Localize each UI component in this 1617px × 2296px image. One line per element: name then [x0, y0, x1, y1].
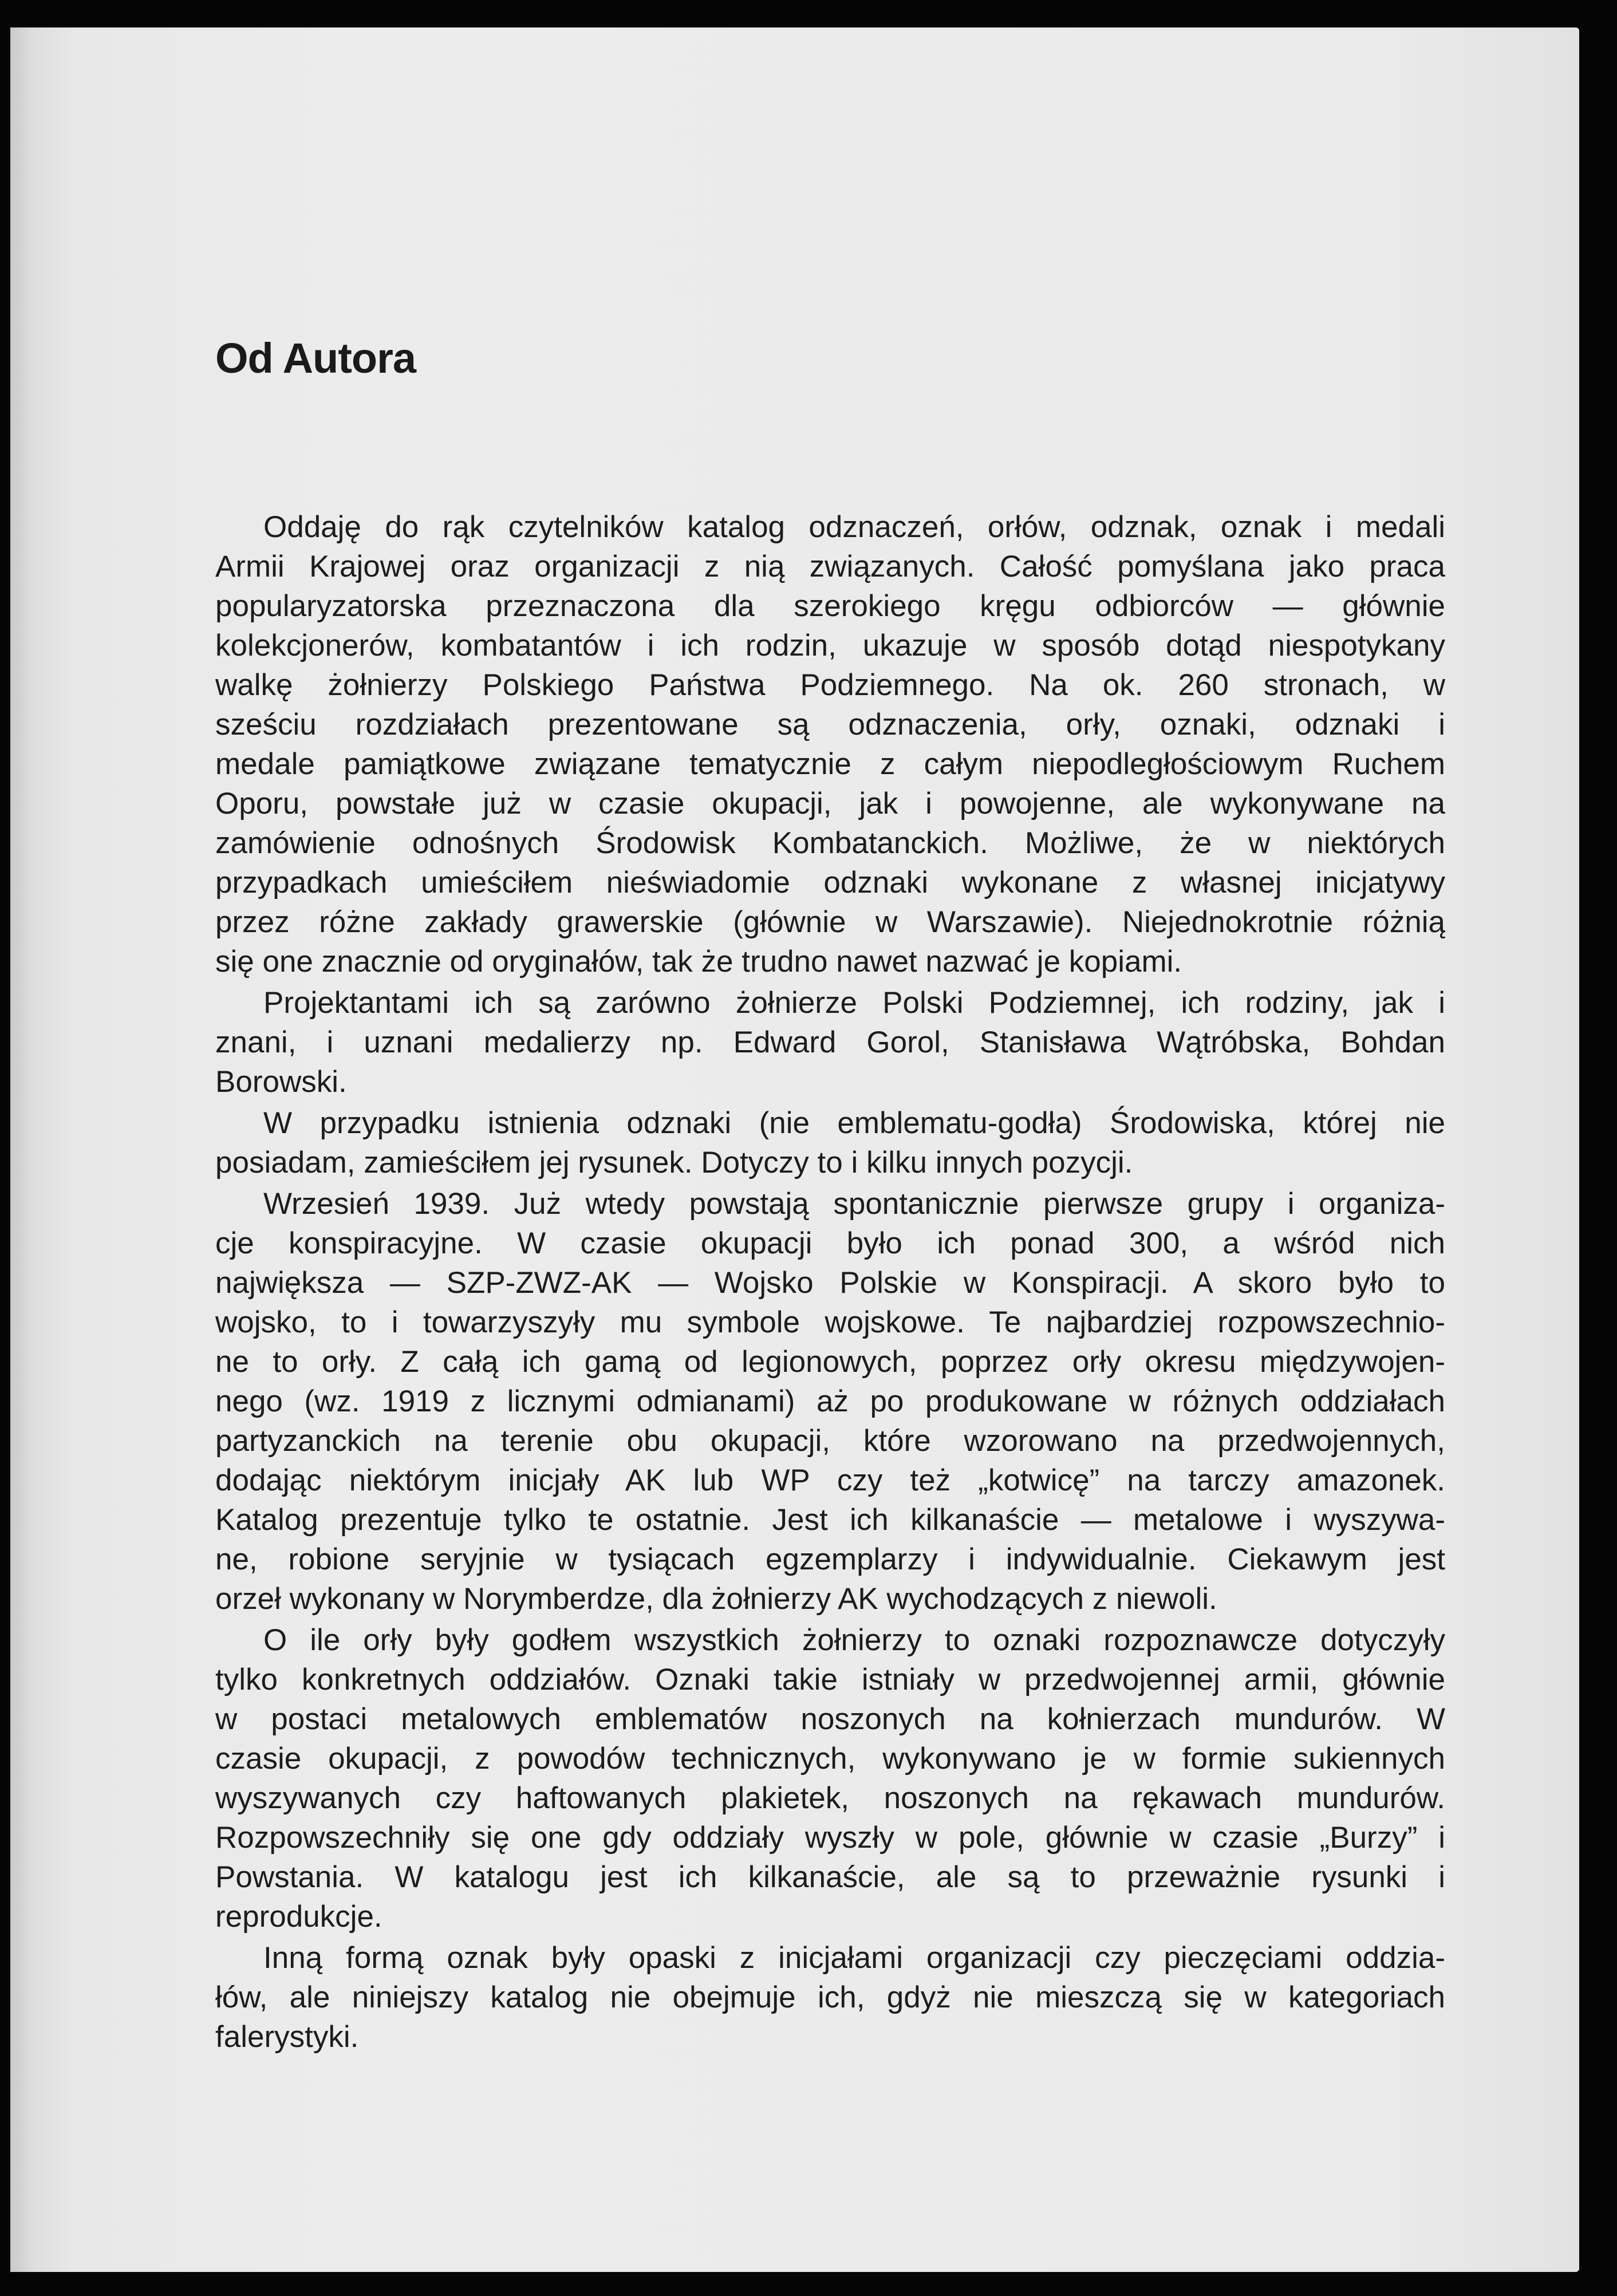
- text-line: Projektantami ich są zarówno żołnierze Polski Podziemnej, ich rodziny, jak i: [263, 986, 1445, 1020]
- text-line: Powstania. W katalogu jest ich kilkanaście, ale są to przeważnie rysunki i: [215, 1860, 1445, 1894]
- chapter-title: Od Autora: [215, 334, 416, 382]
- text-line: przez różne zakłady grawerskie (głównie w Warszawie). Niejednokrotnie różnią: [215, 905, 1445, 939]
- text-line: Borowski.: [215, 1065, 347, 1099]
- text-line: znani, i uznani medalierzy np. Edward Gorol, Stanisława Wątróbska, Bohdan: [215, 1025, 1445, 1059]
- text-line: Wrzesień 1939. Już wtedy powstają spontanicznie pierwsze grupy i organiza-: [263, 1187, 1445, 1221]
- text-line: ne, robione seryjnie w tysiącach egzemplarzy i indywidualnie. Ciekawym jest: [215, 1542, 1445, 1576]
- text-line: tylko konkretnych oddziałów. Oznaki takie istniały w przedwojennej armii, głównie: [215, 1663, 1445, 1697]
- text-line: w postaci metalowych emblematów noszonych na kołnierzach mundurów. W: [215, 1702, 1445, 1736]
- text-line: sześciu rozdziałach prezentowane są odznaczenia, orły, oznaki, odznaki i: [215, 708, 1445, 741]
- text-line: O ile orły były godłem wszystkich żołnierzy to oznaki rozpoznawcze dotyczyły: [263, 1623, 1445, 1657]
- text-line: posiadam, zamieściłem jej rysunek. Dotyczy to i kilku innych pozycji.: [215, 1146, 1133, 1179]
- text-line: zamówienie odnośnych Środowisk Kombatanckich. Możliwe, że w niektórych: [215, 826, 1445, 860]
- text-line: cje konspiracyjne. W czasie okupacji było ich ponad 300, a wśród nich: [215, 1226, 1445, 1260]
- body-text: [215, 507, 1445, 2058]
- text-line: ne to orły. Z całą ich gamą od legionowych, poprzez orły okresu międzywojen-: [215, 1345, 1445, 1379]
- text-line: przypadkach umieściłem nieświadomie odznaki wykonane z własnej inicjatywy: [215, 866, 1445, 900]
- text-line: walkę żołnierzy Polskiego Państwa Podziemnego. Na ok. 260 stronach, w: [215, 668, 1445, 702]
- text-line: reprodukcje.: [215, 1900, 382, 1934]
- text-line: dodając niektórym inicjały AK lub WP czy też „kotwicę” na tarczy amazonek.: [215, 1463, 1445, 1497]
- text-line: łów, ale niniejszy katalog nie obejmuje ich, gdyż nie mieszczą się w kategoriach: [215, 1981, 1445, 2014]
- text-line: Armii Krajowej oraz organizacji z nią związanych. Całość pomyślana jako praca: [215, 550, 1445, 583]
- text-line: Katalog prezentuje tylko te ostatnie. Jest ich kilkanaście — metalowe i wyszywa-: [215, 1503, 1445, 1537]
- book-page: [10, 27, 1579, 2272]
- text-line: wojsko, to i towarzyszyły mu symbole wojskowe. Te najbardziej rozpowszechnio-: [215, 1305, 1445, 1339]
- text-line: czasie okupacji, z powodów technicznych, wykonywano je w formie sukiennych: [215, 1742, 1445, 1776]
- text-line: kolekcjonerów, kombatantów i ich rodzin, ukazuje w sposób dotąd niespotykany: [215, 629, 1445, 662]
- text-line: nego (wz. 1919 z licznymi odmianami) aż po produkowane w różnych oddziałach: [215, 1384, 1445, 1418]
- paragraph: [215, 1620, 1445, 1936]
- text-line: W przypadku istnienia odznaki (nie emblematu-godła) Środowiska, której nie: [263, 1106, 1445, 1140]
- paragraph: [215, 983, 1445, 1102]
- text-line: Rozpowszechniły się one gdy oddziały wyszły w pole, głównie w czasie „Burzy” i: [215, 1821, 1445, 1855]
- text-line: falerystyki.: [215, 2020, 359, 2054]
- paragraph: [215, 1103, 1445, 1182]
- text-line: orzeł wykonany w Norymberdze, dla żołnierzy AK wychodzących z niewoli.: [215, 1582, 1217, 1616]
- text-line: Oddaję do rąk czytelników katalog odznaczeń, orłów, odznak, oznak i medali: [263, 510, 1445, 544]
- text-line: Inną formą oznak były opaski z inicjałami organizacji czy pieczęciami oddzia-: [263, 1941, 1445, 1975]
- text-line: wyszywanych czy haftowanych plakietek, noszonych na rękawach mundurów.: [215, 1781, 1445, 1815]
- text-line: największa — SZP-ZWZ-AK — Wojsko Polskie w Konspiracji. A skoro było to: [215, 1266, 1445, 1300]
- text-line: popularyzatorska przeznaczona dla szerokiego kręgu odbiorców — głównie: [215, 589, 1445, 623]
- text-line: się one znacznie od oryginałów, tak że trudno nawet nazwać je kopiami.: [215, 945, 1182, 979]
- paragraph: [215, 1184, 1445, 1619]
- text-line: medale pamiątkowe związane tematycznie z całym niepodległościowym Ruchem: [215, 747, 1445, 781]
- text-line: partyzanckich na terenie obu okupacji, które wzorowano na przedwojennych,: [215, 1424, 1445, 1458]
- text-line: Oporu, powstałe już w czasie okupacji, jak i powojenne, ale wykonywane na: [215, 787, 1445, 820]
- paragraph: [215, 1938, 1445, 2057]
- paragraph: [215, 507, 1445, 981]
